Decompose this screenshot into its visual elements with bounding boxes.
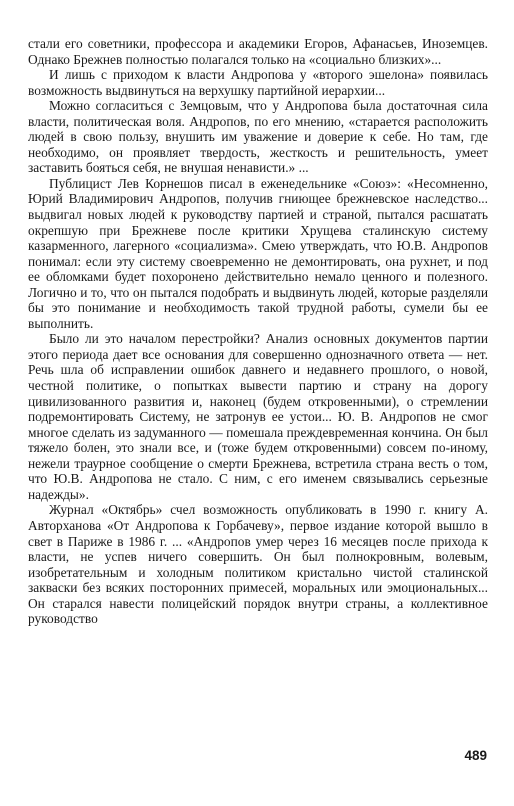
page-number: 489 xyxy=(464,748,487,763)
page-body xyxy=(28,36,488,627)
paragraph-perestroika: Было ли это началом перестройки? Анализ основных документов партии этого периода дает все основания для совершенно однозначного ответа — нет. Речь шла об исправлении ошибок давнего и недавнего прошлого, о новой, честной политике, о попытках вывести партию и страну на дорогу цивилизованного развития и, наконец (будем откровенными), о стремлении подремонтировать Систему, не затронув ее устои... Ю. В. Андропов не смог многое сделать из задуманного — помешала преждевременная кончина. Он был тяжело болен, это знали все, и (тоже будем откровенными) совсем по-иному, нежели траурное сообщение о смерти Брежнева, встретила страна весть о том, что Ю.В. Андропова не стало. С ним, с его именем связывались серьезные надежды». xyxy=(28,331,488,502)
paragraph-continuation: стали его советники, профессора и академики Егоров, Афанасьев, Иноземцев. Однако Брежнев полностью полагался только на «социально близких»... xyxy=(28,36,488,67)
paragraph-zemtsov: Можно согласиться с Земцовым, что у Андропова была достаточная сила власти, политическая воля. Андропов, по его мнению, «старается расположить людей в свою пользу, внушить им уважение и доверие к себе. Но там, где необходимо, он проявляет твердость, жесткость и решительность, умеет заставить бояться себя, не внушая ненависти.» ... xyxy=(28,98,488,176)
paragraph-oktyabr: Журнал «Октябрь» счел возможность опубликовать в 1990 г. книгу А. Авторханова «От Андропова к Горбачеву», первое издание которой вышло в свет в Париже в 1986 г. ... «Андропов умер через 16 месяцев после прихода к власти, не успев ничего совершить. Он был полнокровным, волевым, изобретательным и холодным политиком кристально чистой сталинской закваски без всяких посторонних примесей, моральных или эмоциональных... Он старался навести полицейский порядок внутри страны, а коллективное руководство xyxy=(28,502,488,627)
paragraph-korneshov: Публицист Лев Корнешов писал в еженедельнике «Союз»: «Несомненно, Юрий Владимирович Андропов, получив гниющее брежневское наследство... выдвигал новых людей к руководству партией и страной, пытался расшатать окрепшую при Брежневе после критики Хрущева сталинскую систему казарменного, лагерного «социализма». Смею утверждать, что Ю.В. Андропов понимал: если эту систему своевременно не демонтировать, она рухнет, и под ее обломками будет похоронено действительно немало ценного и полезного. Логично и то, что он пытался подобрать и выдвинуть людей, которые разделяли бы это понимание и необходимость такой трудной работы, сумели бы ее выполнить. xyxy=(28,175,488,331)
paragraph-second-echelon: И лишь с приходом к власти Андропова у «второго эшелона» появилась возможность выдвинуться на верхушку партийной иерархии... xyxy=(28,67,488,98)
